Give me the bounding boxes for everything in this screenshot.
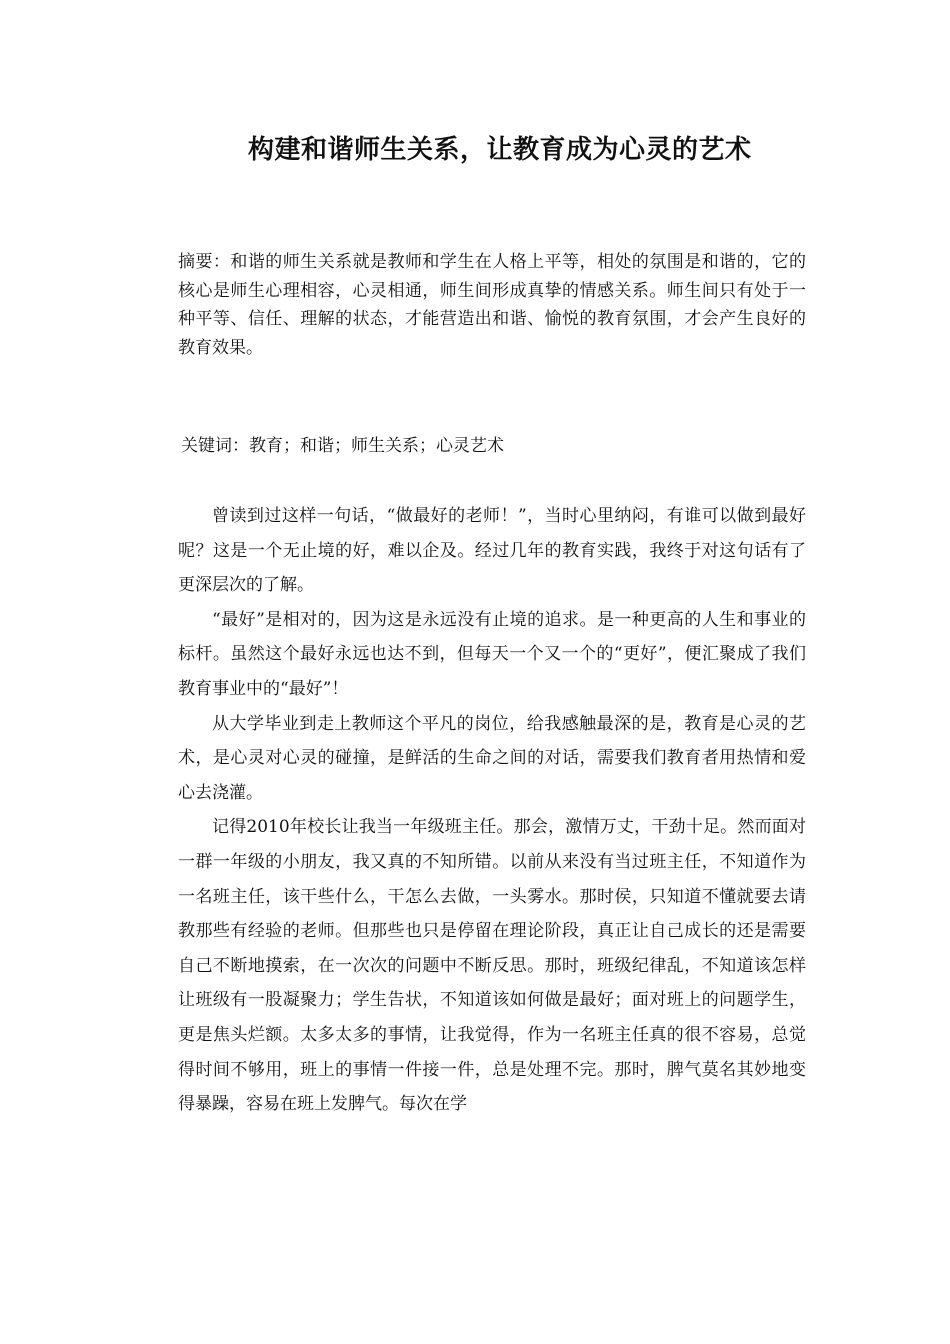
document-title: 构建和谐师生关系，让教育成为心灵的艺术 bbox=[248, 135, 752, 165]
body-paragraph-2: “最好”是相对的，因为这是永远没有止境的追求。是一种更高的人生和事业的标杆。虽然这个最好永远也达不到，但每天一个又一个的“更好”，便汇聚成了我们教育事业中的“最好”！ bbox=[178, 609, 806, 699]
body-text bbox=[178, 499, 806, 1122]
body-paragraph-1: 曾读到过这样一句话，“做最好的老师！”，当时心里纳闷，有谁可以做到最好呢？这是一个无止境的好，难以企及。经过几年的教育实践，我终于对这句话有了更深层次的了解。 bbox=[178, 506, 806, 596]
body-paragraph-3: 从大学毕业到走上教师这个平凡的岗位，给我感触最深的是，教育是心灵的艺术，是心灵对心灵的碰撞，是鲜活的生命之间的对话，需要我们教育者用热情和爱心去浇灌。 bbox=[178, 713, 806, 803]
keywords-line: 关键词：教育；和谐；师生关系；心灵艺术 bbox=[181, 436, 504, 456]
abstract-paragraph: 摘要：和谐的师生关系就是教师和学生在人格上平等，相处的氛围是和谐的，它的核心是师生心理相容，心灵相通，师生间形成真挚的情感关系。师生间只有处于一种平等、信任、理解的状态，才能营造出和谐、愉悦的教育氛围，才会产生良好的教育效果。 bbox=[178, 252, 806, 358]
body-paragraph-4: 记得2010年校长让我当一年级班主任。那会，激情万丈，干劲十足。然而面对一群一年级的小朋友，我又真的不知所错。以前从来没有当过班主任，不知道作为一名班主任，该干些什么，干怎么去做，一头雾水。那时侯，只知道不懂就要去请教那些有经验的老师。但那些也只是停留在理论阶段，真正让自己成长的还是需要自己不断地摸索，在一次次的问题中不断反思。那时，班级纪律乱，不知道该怎样让班级有一股凝聚力；学生告状，不知道该如何做是最好；面对班上的问题学生，更是焦头烂额。太多太多的事情，让我觉得，作为一名班主任真的很不容易，总觉得时间不够用，班上的事情一件接一件，总是处理不完。那时，脾气莫名其妙地变得暴躁，容易在班上发脾气。每次在学 bbox=[178, 817, 806, 1115]
